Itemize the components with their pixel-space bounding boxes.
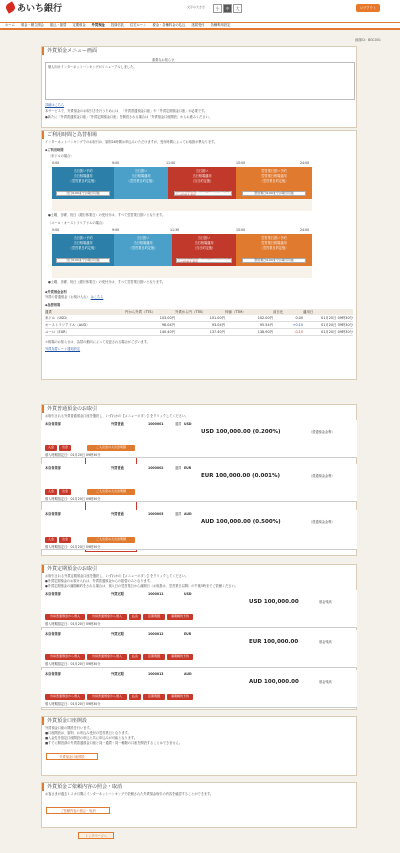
hours-title: ご利用時間と為替相場: [42, 131, 356, 139]
fixed-deposit-button[interactable]: 外貨普通預金から預入: [45, 694, 85, 700]
inquiry-title: 外貨預金ご依頼内容の照会・取消: [42, 783, 356, 791]
menu-note-1: 本サービスで、外貨預金のお取引きを行うためには、「外貨普通預金口座」や「外貨定期預金口座」が必要です。: [45, 109, 208, 113]
notice-box: [45, 62, 355, 100]
nav-fixed-deposit[interactable]: 定期預金: [72, 23, 86, 28]
hours-note-2: ●土曜、日曜、祝日（銀行休業日）の受付分は、すべて翌営業日扱いとなります。: [48, 280, 166, 284]
menu-section: [41, 46, 357, 128]
hours-note: ●土曜、日曜、祝日（銀行休業日）の受付分は、すべて翌営業日扱いとなります。: [48, 213, 166, 217]
tl-aud-box2: 当日扱い 当日相場適用 （翌営業日約定後）: [114, 234, 172, 266]
logout-button[interactable]: ログアウト: [356, 4, 380, 12]
header: [0, 0, 400, 22]
top-page-button[interactable]: トップページへ: [78, 832, 114, 839]
deposit-button[interactable]: 入金: [45, 537, 57, 543]
tick: 0:00: [52, 161, 60, 165]
refund-button[interactable]: 払戻: [129, 694, 141, 700]
detail-link[interactable]: 詳細はこちら: [45, 103, 65, 107]
savings-account-2: 本店営業部 外貨普通 1000002 通貨 EUR EUR 100,000.00 (0.001%) （普通預金金利） 入金 出金 ご入出金の入出金明細 預入時期指定日：01月20日 09時30分: [41, 464, 357, 502]
refund-button[interactable]: 払戻: [129, 614, 141, 620]
fixed-deposit-button[interactable]: 外貨普通預金から預入: [45, 654, 85, 660]
chip: 翌営業日9:00までお取引可能: [242, 258, 306, 263]
fixed-desc: お取引される外貨定期預金口座を選択し、いずれかの【メニューボタン】をクリックしてください。: [45, 574, 189, 578]
rates-foot: ＊相場のお知らせは、為替の動向によって変更される場合がございます。: [45, 340, 150, 344]
tl-usd-box2: 当日扱い 当日相場適用 （翌営業日約定後）: [114, 167, 168, 199]
open-account-section: 外貨預金口座開設 外貨預金口座の開設を行います。 ■口座開設は、原則、お申込み受付の翌営業日となります。 ■入金先を指定口座開設の申込と共に申込みが可能となります。 ■すでに開設済の外貨普通預金口座と同一通貨・同一種類の口座を開設することはできません。 外貨預金口座開設: [41, 716, 357, 776]
chip: 為替相場確定後、お申込みいただいた時点の相場を適用: [174, 191, 232, 196]
inquiry-desc: お客さまが過去１２カ月間にインターネットバンキングで依頼された外貨預金取引の内容を確認することができます。: [45, 792, 214, 796]
tick: 11:00: [166, 161, 176, 165]
nav-housing-loan[interactable]: 住宅ローン: [130, 23, 147, 28]
withdraw-button[interactable]: 出金: [59, 537, 71, 543]
fixed-deposit-button-2[interactable]: 外貨普通預金から預入: [87, 694, 127, 700]
rate-table: [45, 309, 353, 336]
savings-account-1: 本店営業部 外貨普通 1000001 通貨 USD USD 100,000.00 (0.200%) （普通預金金利） 入金 出金 ご入出金の入出金明細 預入時期指定日：01月20日 09時30分: [41, 420, 357, 458]
chip: 当日9:00までお取引可能: [56, 258, 110, 263]
rate-notify-link[interactable]: 外貨為替レート通知設定: [45, 347, 81, 351]
hours-section: [41, 130, 357, 380]
fixed-detail-button[interactable]: 定期明細: [143, 614, 165, 620]
fixed-detail-button[interactable]: 定期明細: [143, 654, 165, 660]
nav-applications[interactable]: 諸届受付: [191, 23, 205, 28]
savings-desc: お取引される外貨普通預金口座を選択し、いずれかの【メニューボタン】をクリックしてください。: [45, 414, 189, 418]
nav-investment[interactable]: 投資信託: [110, 23, 125, 28]
detail-button[interactable]: ご入出金の入出金明細: [87, 489, 135, 495]
fixed-note-1: ●外貨定期預金のお預け入れは、外貨普通預金からの振替のみとなります。: [45, 579, 153, 583]
tick: 0:00: [52, 228, 60, 232]
rate-row: ユーロ（EUR） 140.40円 137.40円 138.90円 -0.10 01月20日 09時30分: [45, 329, 353, 336]
deposit-button[interactable]: 入金: [45, 445, 57, 451]
nav-deposit-inquiry[interactable]: 預金・積立照会: [20, 23, 44, 28]
timeline-usd: [52, 167, 312, 211]
tick: 9:00: [112, 161, 120, 165]
page-title: 外貨預金メニュー画面: [42, 47, 356, 55]
usd-label: 〈米ドルの場合〉: [48, 154, 74, 158]
tick: 24:00: [300, 228, 310, 232]
withdraw-button[interactable]: 出金: [59, 489, 71, 495]
fixed-account-1: 本店営業部 外貨定期 1000011 USD USD 100,000.00 預金残高 外貨普通預金から預入 外貨普通預金から預入 払戻 定期明細 満期解約予約 預入時期指定日：01月20日 09時30分: [41, 590, 357, 628]
tick: 15:00: [236, 161, 246, 165]
notice-text: 個人向けインターネットバンキングがリニューアルしました。: [48, 65, 137, 69]
tick: 11:30: [170, 228, 180, 232]
maturity-cancel-button[interactable]: 満期解約予約: [167, 694, 193, 700]
hours-desc: インターネットバンキングでのお取引は、原則24時間お申込みいただけますが、受付時間によってお取扱が異なります。: [45, 140, 218, 144]
inquiry-button[interactable]: ご依頼内容の照会・取消: [46, 807, 110, 814]
tl-aud-box1: 当日扱い予約 当日相場適用 （翌営業日約定後）: [52, 234, 114, 266]
global-nav: [0, 22, 400, 30]
savings-account-3: 本店営業部 外貨普通 1000003 通貨 AUD AUD 100,000.00 (0.500%) （普通預金金利） 入金 出金 ご入出金の入出金明細 預入時期指定日：01月20日 09時30分: [41, 510, 357, 550]
rate-header: 通貨 円から外貨（TTS） 外貨から円（TTB） 仲値（TTM） 前日比 適用日: [45, 309, 353, 315]
font-size-large[interactable]: 大: [233, 4, 242, 13]
maturity-cancel-button[interactable]: 満期解約予約: [167, 614, 193, 620]
fixed-title: 外貨定期預金のお取引: [42, 565, 356, 573]
chip: 当日9:00までお取引可能: [56, 191, 110, 196]
nav-settings[interactable]: 各種利用設定: [210, 23, 231, 28]
chip: 翌営業日9:00までお取引可能: [242, 191, 306, 196]
font-size-medium[interactable]: 中: [223, 4, 232, 13]
tick: 15:00: [236, 228, 246, 232]
interest-text: 外貨の普通預金（お預け入れ） はこちら: [45, 295, 104, 299]
detail-button[interactable]: ご入出金の入出金明細: [87, 537, 135, 543]
hours-sub: ◆ご利用時間: [45, 148, 64, 152]
nav-foreign-deposit[interactable]: 外貨預金: [91, 23, 105, 28]
font-size-small[interactable]: 小: [213, 4, 222, 13]
deposit-button[interactable]: 入金: [45, 489, 57, 495]
fixed-detail-button[interactable]: 定期明細: [143, 694, 165, 700]
bank-logo[interactable]: あいち銀行: [6, 3, 62, 15]
fixed-account-3: 本店営業部 外貨定期 1000013 AUD AUD 100,000.00 預金残高 外貨普通預金から預入 外貨普通預金から預入 払戻 定期明細 満期解約予約 預入時期指定日：01月20日 09時30分: [41, 670, 357, 708]
interest-title: ◆外貨預金金利: [45, 290, 67, 294]
nav-tax-payment[interactable]: 税金・各種料金の払込: [152, 23, 186, 28]
rate-row: 米ドル（USD） 103.00円 101.00円 102.00円 0.00 01月20日 09時30分: [45, 315, 353, 322]
rate-row: オーストラリアドル（AUD） 98.04円 93.04円 95.54円 +0.10 01月20日 09時30分: [45, 322, 353, 329]
fixed-deposit-button-2[interactable]: 外貨普通預金から預入: [87, 654, 127, 660]
tl-usd-box3: 当日扱い 当日相場適用 （当日約定後）: [168, 167, 236, 199]
fixed-account-2: 本店営業部 外貨定期 1000012 EUR EUR 100,000.00 預金残高 外貨普通預金から預入 外貨普通預金から預入 払戻 定期明細 満期解約予約 預入時期指定日：01月20日 09時30分: [41, 630, 357, 668]
withdraw-button[interactable]: 出金: [59, 445, 71, 451]
nav-transfer[interactable]: 振込・振替: [49, 23, 67, 28]
fixed-note-2: ●外貨定期預金の満期解約をされる場合は、預入日の翌営業日から満期日（お取扱は、翌営業日以降）の午後3時までご依頼ください。: [45, 584, 238, 588]
tick: 24:00: [300, 161, 310, 165]
font-size-label: 文字の大きさ: [187, 5, 206, 9]
tl-aud-box4: 翌営業日扱い予約 翌営業日相場適用 （翌営業日約定後）: [236, 234, 312, 266]
nav-home[interactable]: ホーム: [5, 23, 15, 28]
fixed-deposit-button[interactable]: 外貨普通預金から預入: [45, 614, 85, 620]
inquiry-section: [41, 782, 357, 828]
tl-usd-box4: 翌営業日扱い予約 翌営業日相場適用 （翌営業日約定後）: [236, 167, 312, 199]
rates-title: ◆為替相場: [45, 303, 61, 307]
open-title: 外貨預金口座開設: [42, 717, 356, 725]
screen-id: 画面ID：BGC001: [355, 38, 381, 42]
detail-button[interactable]: ご入出金の入出金明細: [87, 445, 135, 451]
tl-aud-box3: 当日扱い 当日相場適用 （当日約定後）: [172, 234, 236, 266]
timeline-aud: [52, 234, 312, 278]
tick: 9:00: [112, 228, 120, 232]
savings-title: 外貨普通預金のお取引: [42, 405, 356, 413]
tl-usd-box1: 当日扱い予約 当日相場適用 （翌営業日約定後）: [52, 167, 114, 199]
maturity-cancel-button[interactable]: 満期解約予約: [167, 654, 193, 660]
menu-note-2: ●新たに「外貨普通預金口座」「外貨定期預金口座」を開設される場合は「外貨預金口座開設」からお進みください。: [45, 115, 212, 119]
open-account-button[interactable]: 外貨預金口座開設: [46, 753, 98, 760]
notice-label: 重要なお知らせ: [152, 58, 175, 62]
aud-label: 〈ユーロ・オーストラリアドルの場合〉: [48, 221, 106, 225]
chip: 為替相場確定後、お申込みいただいた時点の相場を適用: [177, 255, 232, 264]
open-desc: 外貨預金口座の開設を行います。: [45, 726, 93, 730]
logo-mark-icon: [4, 1, 16, 13]
fixed-deposit-button-2[interactable]: 外貨普通預金から預入: [87, 614, 127, 620]
interest-link[interactable]: はこちら: [90, 295, 104, 299]
refund-button[interactable]: 払戻: [129, 654, 141, 660]
